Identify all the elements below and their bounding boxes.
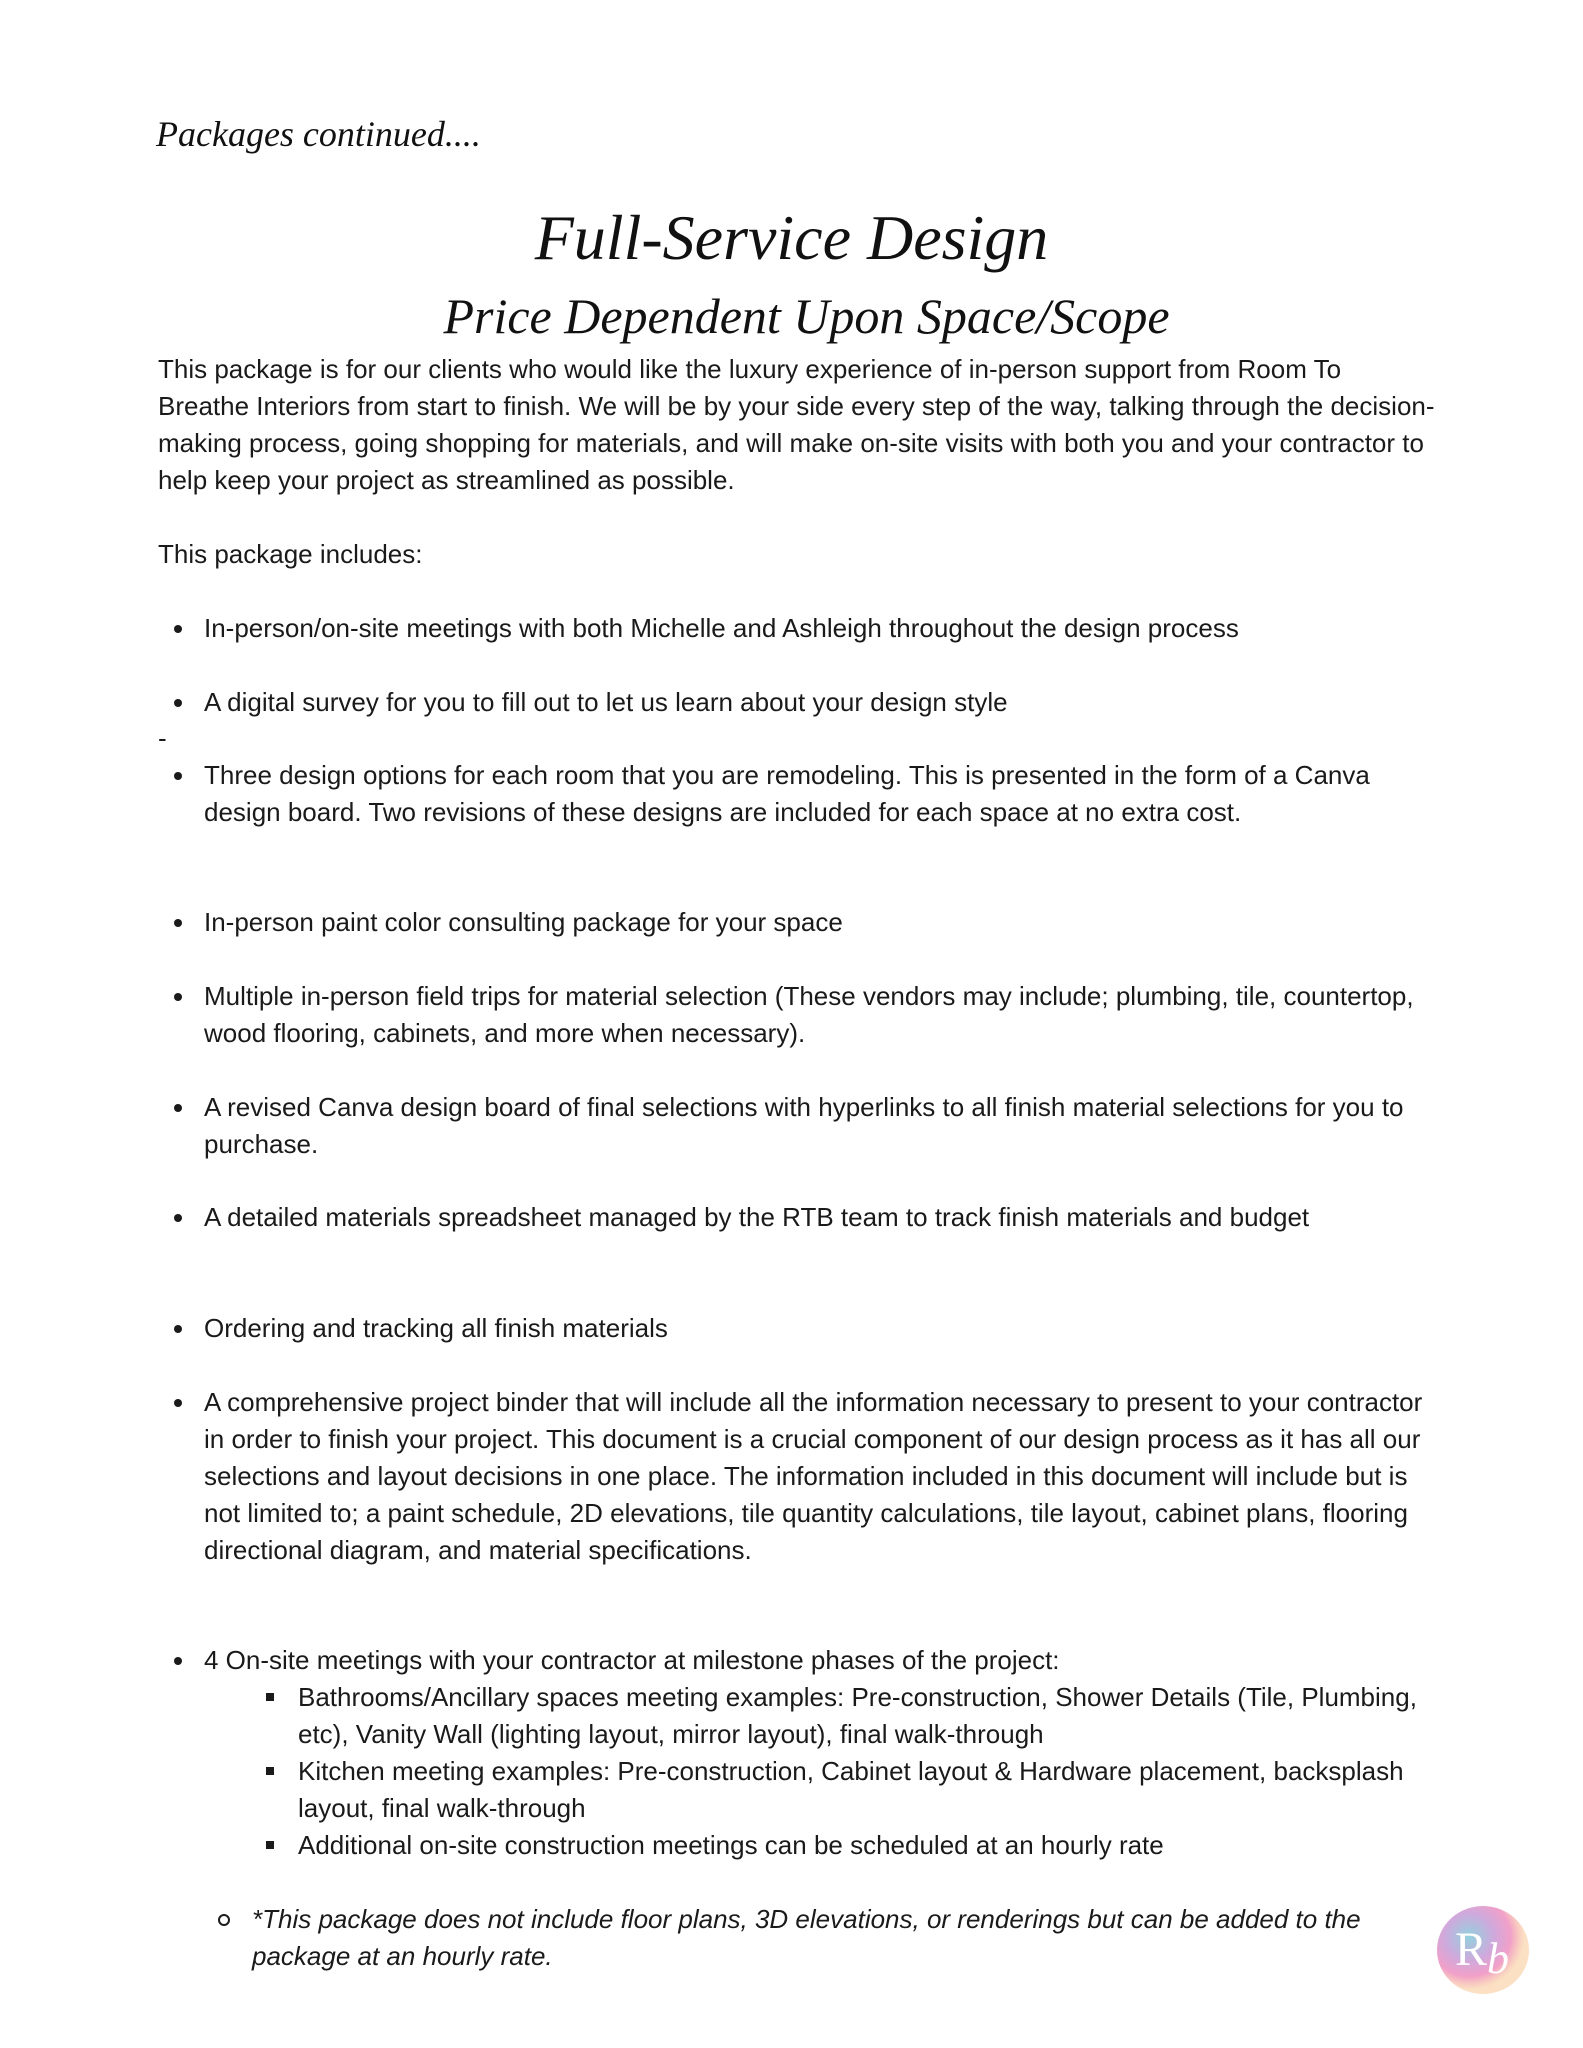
list-item: Three design options for each room that you are remodeling. This is presented in the form of a Canva design board. Two revisions of these designs are included for each space at no extra cost. [158,757,1428,831]
sub-list-item: Bathrooms/Ancillary spaces meeting examples: Pre-construction, Shower Details (Tile, Plumbing, etc), Vanity Wall (lighting layout, mirror layout), final walk-through [252,1679,1432,1753]
list-item: A revised Canva design board of final selections with hyperlinks to all finish material selections for you to purchase. [158,1089,1428,1163]
list-item: A digital survey for you to fill out to let us learn about your design style [158,684,1428,721]
page-subtitle: Price Dependent Upon Space/Scope [443,288,1170,344]
stray-dash: - [158,723,167,753]
watercolor-logo-icon [1425,1895,1545,2005]
footnote: *This package does not include floor plans, 3D elevations, or renderings but can be added to the package at an hourly rate. [206,1901,1386,1975]
list-item: Multiple in-person field trips for material selection (These vendors may include; plumbing, tile, countertop, wood flooring, cabinets, and more when necessary). [158,978,1428,1052]
kicker-heading: Packages continued.... [156,114,481,154]
svg-text:b: b [1487,1934,1509,1983]
list-item: Ordering and tracking all finish materials [158,1310,1428,1347]
svg-text:R: R [1455,1923,1488,1976]
list-item: In-person paint color consulting package for your space [158,904,1428,941]
list-item: In-person/on-site meetings with both Michelle and Ashleigh throughout the design process [158,610,1428,647]
page-title: Full-Service Design [534,202,1049,273]
list-item: A detailed materials spreadsheet managed by the RTB team to track finish materials and budget [158,1199,1428,1236]
sub-list-item: Kitchen meeting examples: Pre-construction, Cabinet layout & Hardware placement, backsplash layout, final walk-through [252,1753,1432,1827]
includes-label: This package includes: [158,539,423,569]
list-item: A comprehensive project binder that will include all the information necessary to present to your contractor in order to finish your project. This document is a crucial component of our design process as it has all our selections and layout decisions in one place. The information included in this document will include but is not limited to; a paint schedule, 2D elevations, tile quantity calculations, tile layout, cabinet plans, flooring directional diagram, and material specifications. [158,1384,1428,1569]
brand-logo [1425,1895,1545,2005]
sub-list-item: Additional on-site construction meetings can be scheduled at an hourly rate [252,1827,1432,1864]
intro-paragraph: This package is for our clients who would like the luxury experience of in-person support from Room To Breathe Interiors from start to finish. We will be by your side every step of the way, talking through the decision-making process, going shopping for materials, and will make on-site visits with both you and your contractor to help keep your project as streamlined as possible. [158,354,1435,495]
list-item: 4 On-site meetings with your contractor at milestone phases of the project: [158,1642,1428,1679]
